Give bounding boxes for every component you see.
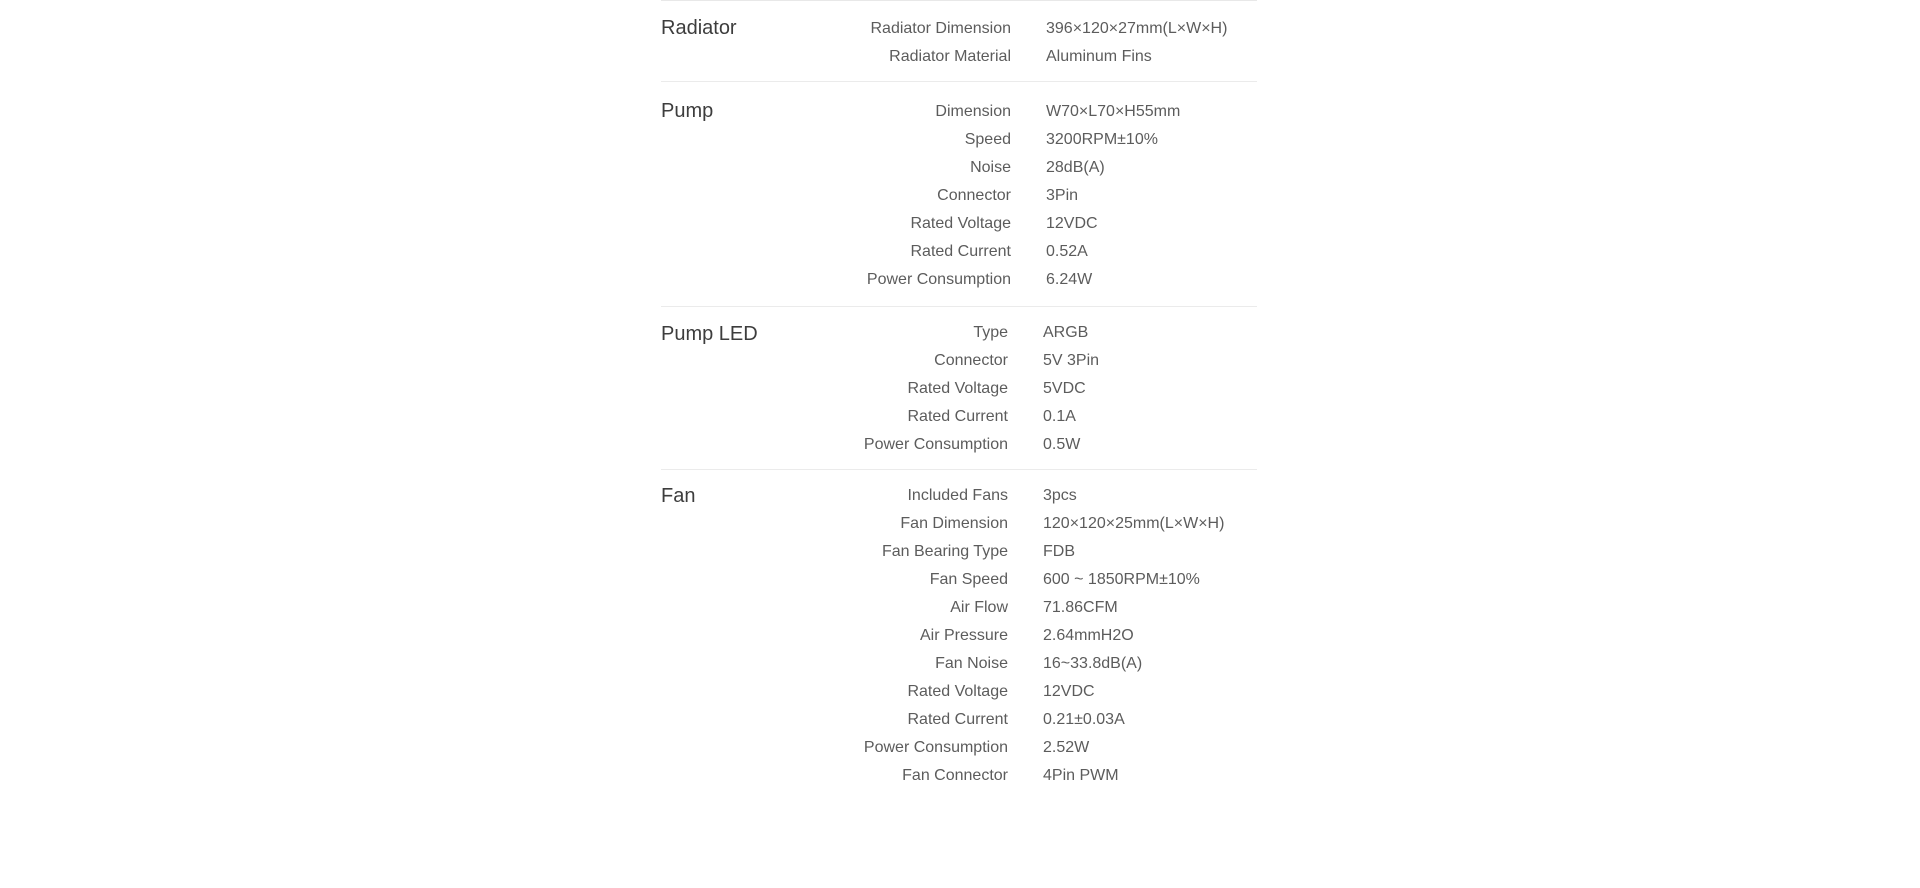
- spec-label: Radiator Dimension: [870, 20, 1011, 37]
- spec-value: 0.1A: [1043, 408, 1076, 425]
- spec-label: Air Flow: [950, 599, 1008, 616]
- spec-row: [661, 98, 1257, 126]
- spec-row: [661, 650, 1257, 678]
- spec-value: 120×120×25mm(L×W×H): [1043, 515, 1225, 532]
- spec-label: Rated Voltage: [907, 380, 1008, 397]
- spec-label: Power Consumption: [863, 436, 1008, 453]
- spec-label: Included Fans: [907, 487, 1008, 504]
- spec-label: Fan Noise: [935, 655, 1008, 672]
- spec-row: [661, 347, 1257, 375]
- spec-row: [661, 762, 1257, 790]
- spec-value: FDB: [1043, 543, 1075, 560]
- section-title-pump: Pump: [661, 100, 714, 122]
- spec-row: [661, 182, 1257, 210]
- spec-label: Fan Connector: [902, 767, 1008, 784]
- spec-value: 2.52W: [1043, 739, 1090, 756]
- spec-row: [661, 431, 1257, 459]
- spec-label: Air Pressure: [919, 627, 1008, 644]
- section-fan: [661, 470, 1257, 800]
- spec-value: 5VDC: [1043, 380, 1086, 397]
- spec-value: 600 ~ 1850RPM±10%: [1043, 571, 1200, 588]
- spec-label: Radiator Material: [889, 48, 1011, 65]
- spec-value: W70×L70×H55mm: [1046, 103, 1181, 120]
- spec-label: Speed: [964, 131, 1011, 148]
- spec-label: Rated Voltage: [910, 215, 1011, 232]
- spec-value: 12VDC: [1043, 683, 1095, 700]
- spec-row: [661, 43, 1257, 71]
- spec-label: Fan Dimension: [900, 515, 1008, 532]
- spec-row: [661, 566, 1257, 594]
- spec-value: 4Pin PWM: [1043, 767, 1119, 784]
- spec-label: Rated Current: [907, 711, 1008, 728]
- spec-value: 16~33.8dB(A): [1043, 655, 1143, 672]
- spec-value: 0.5W: [1043, 436, 1081, 453]
- section-pump-led: [661, 307, 1257, 470]
- section-title-pump-led: Pump LED: [661, 323, 758, 345]
- section-radiator: [661, 1, 1257, 82]
- spec-label: Power Consumption: [863, 739, 1008, 756]
- spec-value: 0.21±0.03A: [1043, 711, 1125, 728]
- spec-label: Fan Bearing Type: [881, 543, 1008, 560]
- spec-row: [661, 210, 1257, 238]
- spec-value: Aluminum Fins: [1046, 48, 1152, 65]
- spec-row: [661, 238, 1257, 266]
- spec-label: Type: [973, 324, 1008, 341]
- spec-row: [661, 678, 1257, 706]
- spec-row: [661, 706, 1257, 734]
- spec-value: 0.52A: [1046, 243, 1088, 260]
- spec-label: Rated Current: [910, 243, 1011, 260]
- spec-label: Power Consumption: [866, 271, 1011, 288]
- spec-value: 71.86CFM: [1043, 599, 1118, 616]
- spec-value: 5V 3Pin: [1043, 352, 1100, 369]
- spec-label: Rated Voltage: [907, 683, 1008, 700]
- spec-row: [661, 734, 1257, 762]
- spec-row: [661, 403, 1257, 431]
- section-title-radiator: Radiator: [661, 17, 737, 39]
- spec-label: Connector: [937, 187, 1011, 204]
- spec-value: 3200RPM±10%: [1046, 131, 1158, 148]
- spec-row: [661, 482, 1257, 510]
- spec-row: [661, 154, 1257, 182]
- spec-value: 396×120×27mm(L×W×H): [1046, 20, 1228, 37]
- spec-value: 6.24W: [1046, 271, 1093, 288]
- section-title-fan: Fan: [661, 485, 696, 507]
- spec-table: [661, 0, 1257, 800]
- section-pump: [661, 82, 1257, 307]
- spec-label: Rated Current: [907, 408, 1008, 425]
- spec-row: [661, 538, 1257, 566]
- spec-row: [661, 594, 1257, 622]
- spec-row: [661, 510, 1257, 538]
- spec-row: [661, 622, 1257, 650]
- spec-row: [661, 15, 1257, 43]
- spec-value: 12VDC: [1046, 215, 1098, 232]
- spec-row: [661, 266, 1257, 294]
- spec-row: [661, 375, 1257, 403]
- spec-row: [661, 126, 1257, 154]
- spec-label: Fan Speed: [929, 571, 1008, 588]
- spec-value: ARGB: [1043, 324, 1089, 341]
- spec-value: 3pcs: [1043, 487, 1077, 504]
- spec-value: 2.64mmH2O: [1043, 627, 1134, 644]
- spec-label: Noise: [970, 159, 1011, 176]
- spec-label: Dimension: [935, 103, 1011, 120]
- spec-value: 3Pin: [1046, 187, 1079, 204]
- spec-label: Connector: [934, 352, 1008, 369]
- spec-value: 28dB(A): [1046, 159, 1105, 176]
